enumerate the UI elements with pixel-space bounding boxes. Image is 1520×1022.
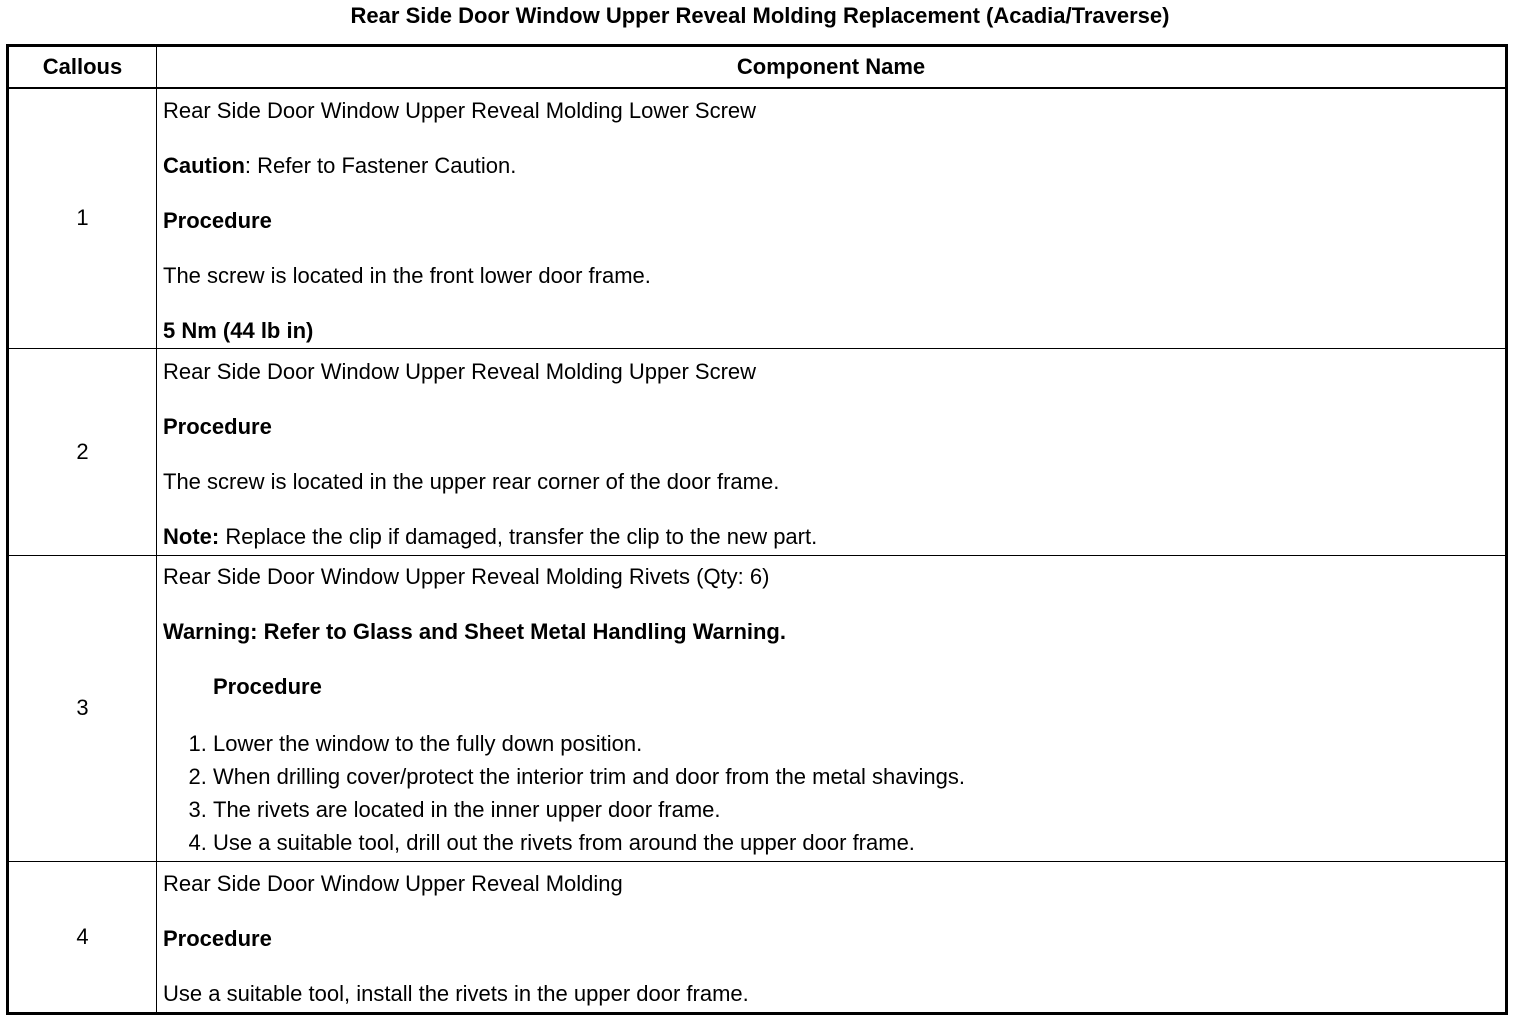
component-cell: [157, 861, 1507, 1013]
torque-spec: 5 Nm (44 lb in): [163, 317, 314, 343]
component-cell: [157, 88, 1507, 348]
callout-number: 2: [8, 348, 157, 555]
procedure-description: Use a suitable tool, install the rivets in the upper door frame.: [163, 981, 749, 1006]
procedure-description: The screw is located in the upper rear corner of the door frame.: [163, 468, 780, 494]
callout-number: 1: [8, 88, 157, 348]
procedure-description: The screw is located in the front lower door frame.: [163, 262, 651, 288]
page-title: Rear Side Door Window Upper Reveal Molding Replacement (Acadia/Traverse): [350, 3, 1170, 28]
procedure-heading: Procedure: [163, 207, 272, 233]
procedure-step: 1. Lower the window to the fully down position.: [213, 727, 1499, 760]
callout-number: 4: [8, 861, 157, 1013]
table-row: [8, 88, 1507, 348]
note-line: [163, 522, 1499, 551]
component-name-column-header: Component Name: [157, 46, 1507, 89]
procedure-steps: [163, 727, 1499, 859]
procedure-step: 3. The rivets are located in the inner upper door frame.: [213, 793, 1499, 826]
component-cell: [157, 348, 1507, 555]
table-row: [8, 348, 1507, 555]
table-row: [8, 555, 1507, 861]
procedure-heading: Procedure: [213, 673, 322, 699]
table-header-row: [8, 46, 1507, 89]
callout-number: 3: [8, 555, 157, 861]
caution-label: Caution: [163, 152, 245, 178]
procedure-step: 4. Use a suitable tool, drill out the rivets from around the upper door frame.: [213, 826, 1499, 859]
procedure-heading: Procedure: [163, 413, 272, 439]
component-name: Rear Side Door Window Upper Reveal Molding Rivets (Qty: 6): [163, 563, 770, 589]
callout-table: [6, 44, 1508, 1015]
caution-text: : Refer to Fastener Caution.: [244, 152, 517, 178]
note-text: Replace the clip if damaged, transfer the clip to the new part.: [219, 523, 818, 549]
component-name: Rear Side Door Window Upper Reveal Molding Upper Screw: [163, 358, 757, 384]
component-name: Rear Side Door Window Upper Reveal Molding Lower Screw: [163, 97, 757, 123]
warning-line: Warning: Refer to Glass and Sheet Metal Handling Warning.: [163, 618, 786, 644]
procedure-heading: Procedure: [163, 926, 272, 951]
note-label: Note:: [163, 523, 220, 549]
callout-column-header: Callous: [8, 46, 157, 89]
caution-line: [163, 151, 1499, 180]
component-name: Rear Side Door Window Upper Reveal Molding: [163, 871, 623, 896]
component-cell: [157, 555, 1507, 861]
procedure-step: 2. When drilling cover/protect the interior trim and door from the metal shavings.: [213, 760, 1499, 793]
table-row: [8, 861, 1507, 1013]
